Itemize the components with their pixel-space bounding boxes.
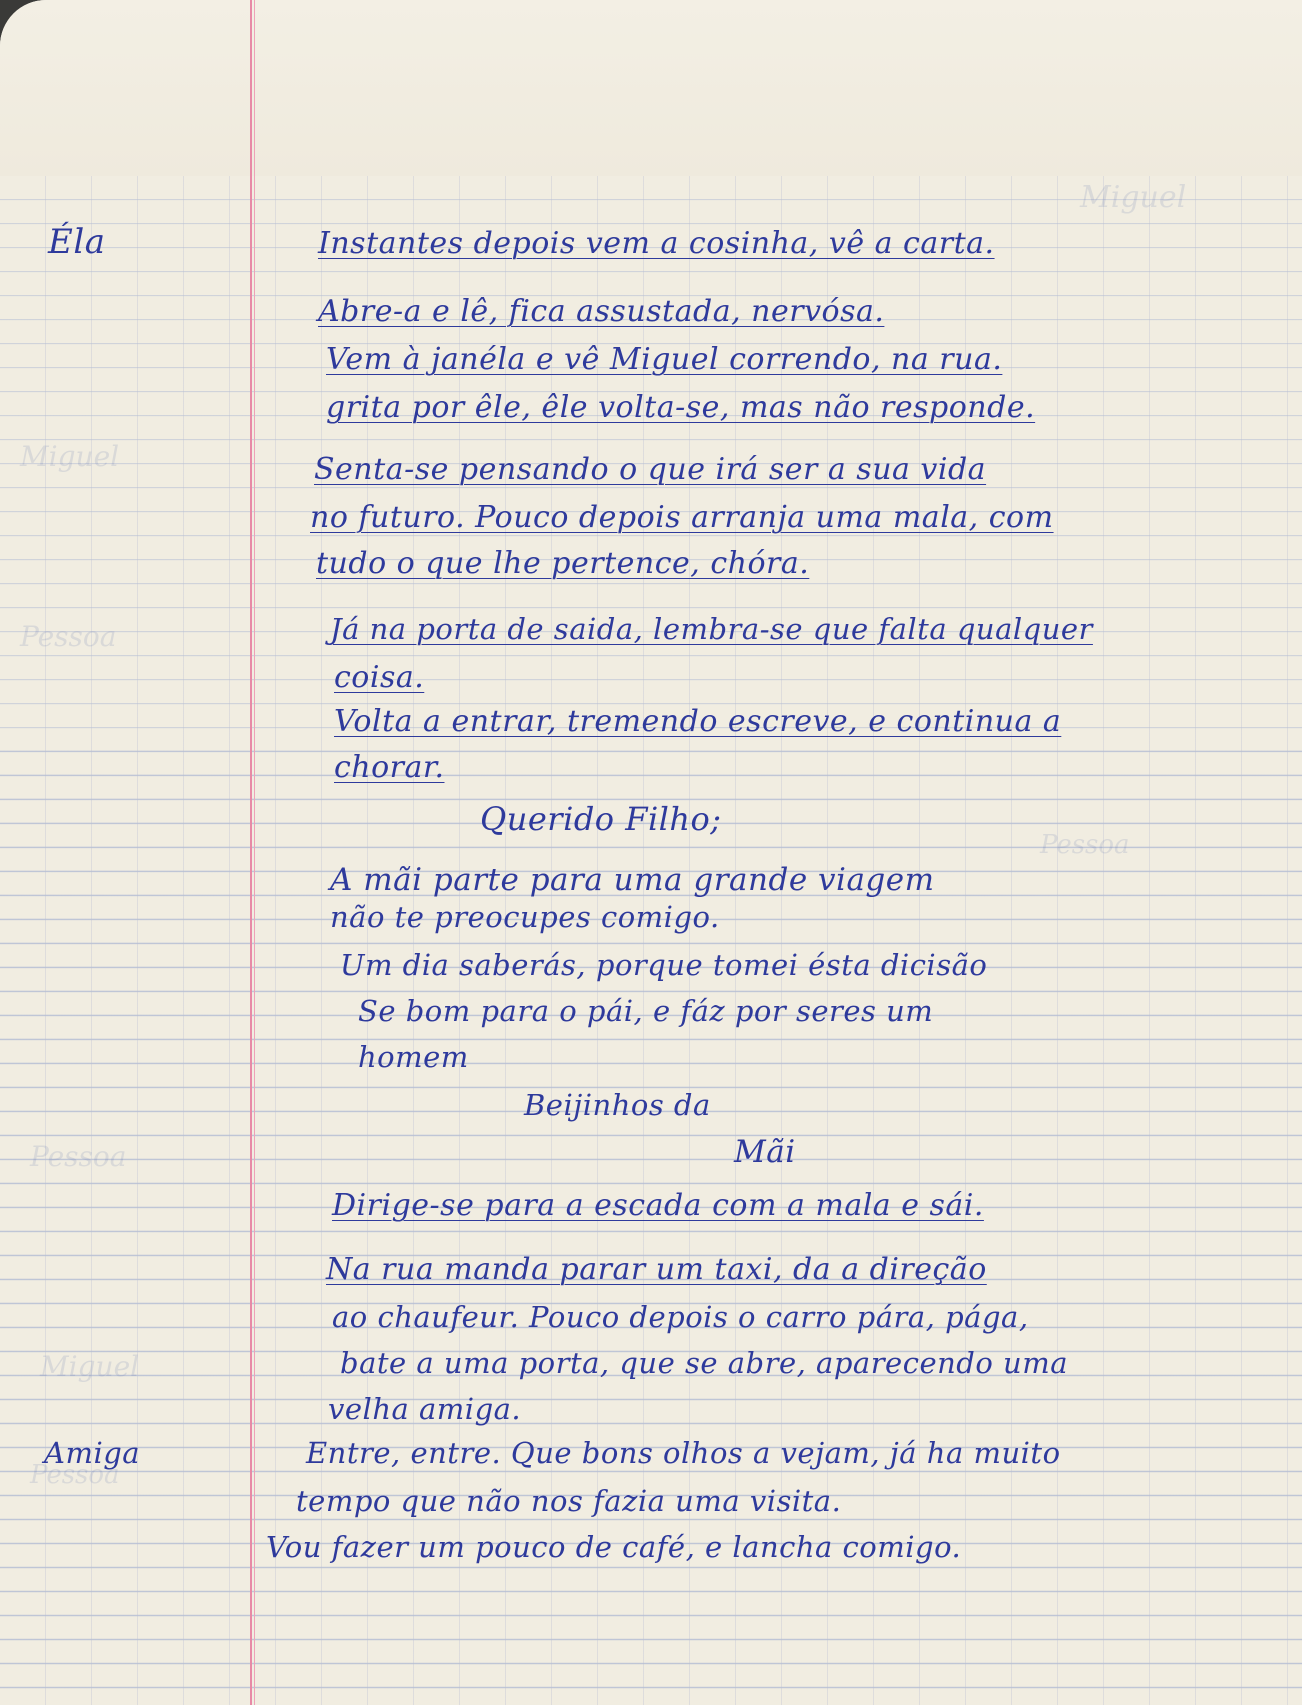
narration-line: Dirige-se para a escada com a mala e sái. bbox=[332, 1188, 984, 1223]
narration-line: tudo o que lhe pertence, chóra. bbox=[316, 546, 810, 581]
narration-line: coisa. bbox=[334, 660, 425, 695]
narration-line: Volta a entrar, tremendo escreve, e continua a bbox=[334, 704, 1062, 739]
narration-line: Já na porta de saida, lembra-se que falta qualquer bbox=[330, 612, 1093, 646]
bleed-through-text: Miguel bbox=[20, 440, 120, 473]
letter-salutation: Querido Filho; bbox=[480, 800, 722, 838]
narration-line: Senta-se pensando o que irá ser a sua vida bbox=[314, 452, 987, 487]
speech-line: Entre, entre. Que bons olhos a vejam, já ha muito bbox=[306, 1436, 1061, 1470]
narration-line: Instantes depois vem a cosinha, vê a carta. bbox=[318, 226, 995, 261]
speech-line: Vou fazer um pouco de café, e lancha comigo. bbox=[266, 1530, 962, 1564]
letter-line: não te preocupes comigo. bbox=[330, 900, 720, 934]
bleed-through-text: Pessoa bbox=[30, 1140, 127, 1173]
letter-closing: Beijinhos da bbox=[524, 1088, 711, 1122]
page-top-blank-area bbox=[0, 0, 1302, 176]
speaker-ela: Éla bbox=[48, 222, 106, 262]
narration-line: bate a uma porta, que se abre, aparecendo uma bbox=[340, 1346, 1069, 1380]
narration-line: chorar. bbox=[334, 750, 445, 785]
letter-line: Se bom para o pái, e fáz por seres um bbox=[358, 994, 934, 1028]
narration-line: Vem à janéla e vê Miguel correndo, na rua. bbox=[326, 342, 1003, 377]
letter-line: Um dia saberás, porque tomei ésta dicisão bbox=[340, 948, 988, 982]
bleed-through-text: Pessoa bbox=[1040, 830, 1130, 860]
margin-line-inner bbox=[254, 0, 255, 1705]
bleed-through-text: Miguel bbox=[40, 1350, 140, 1383]
margin-line bbox=[250, 0, 252, 1705]
letter-signature: Mãi bbox=[734, 1134, 796, 1170]
bleed-through-text: Miguel bbox=[1080, 180, 1187, 215]
bleed-through-text: Pessoa bbox=[20, 620, 117, 653]
letter-line: A mãi parte para uma grande viagem bbox=[330, 862, 935, 898]
narration-line: ao chaufeur. Pouco depois o carro pára, pága, bbox=[332, 1300, 1029, 1334]
narration-line: velha amiga. bbox=[328, 1392, 522, 1426]
bleed-through-text: Pessoa bbox=[30, 1460, 120, 1490]
narration-line: no futuro. Pouco depois arranja uma mala, com bbox=[310, 500, 1054, 535]
narration-line: Na rua manda parar um taxi, da a direção bbox=[326, 1252, 987, 1287]
letter-line: homem bbox=[358, 1040, 469, 1074]
speech-line: tempo que não nos fazia uma visita. bbox=[296, 1484, 842, 1518]
narration-line: grita por êle, êle volta-se, mas não responde. bbox=[326, 390, 1036, 425]
speaker-amiga: Amiga bbox=[44, 1436, 141, 1470]
narration-line: Abre-a e lê, fica assustada, nervósa. bbox=[318, 294, 885, 329]
